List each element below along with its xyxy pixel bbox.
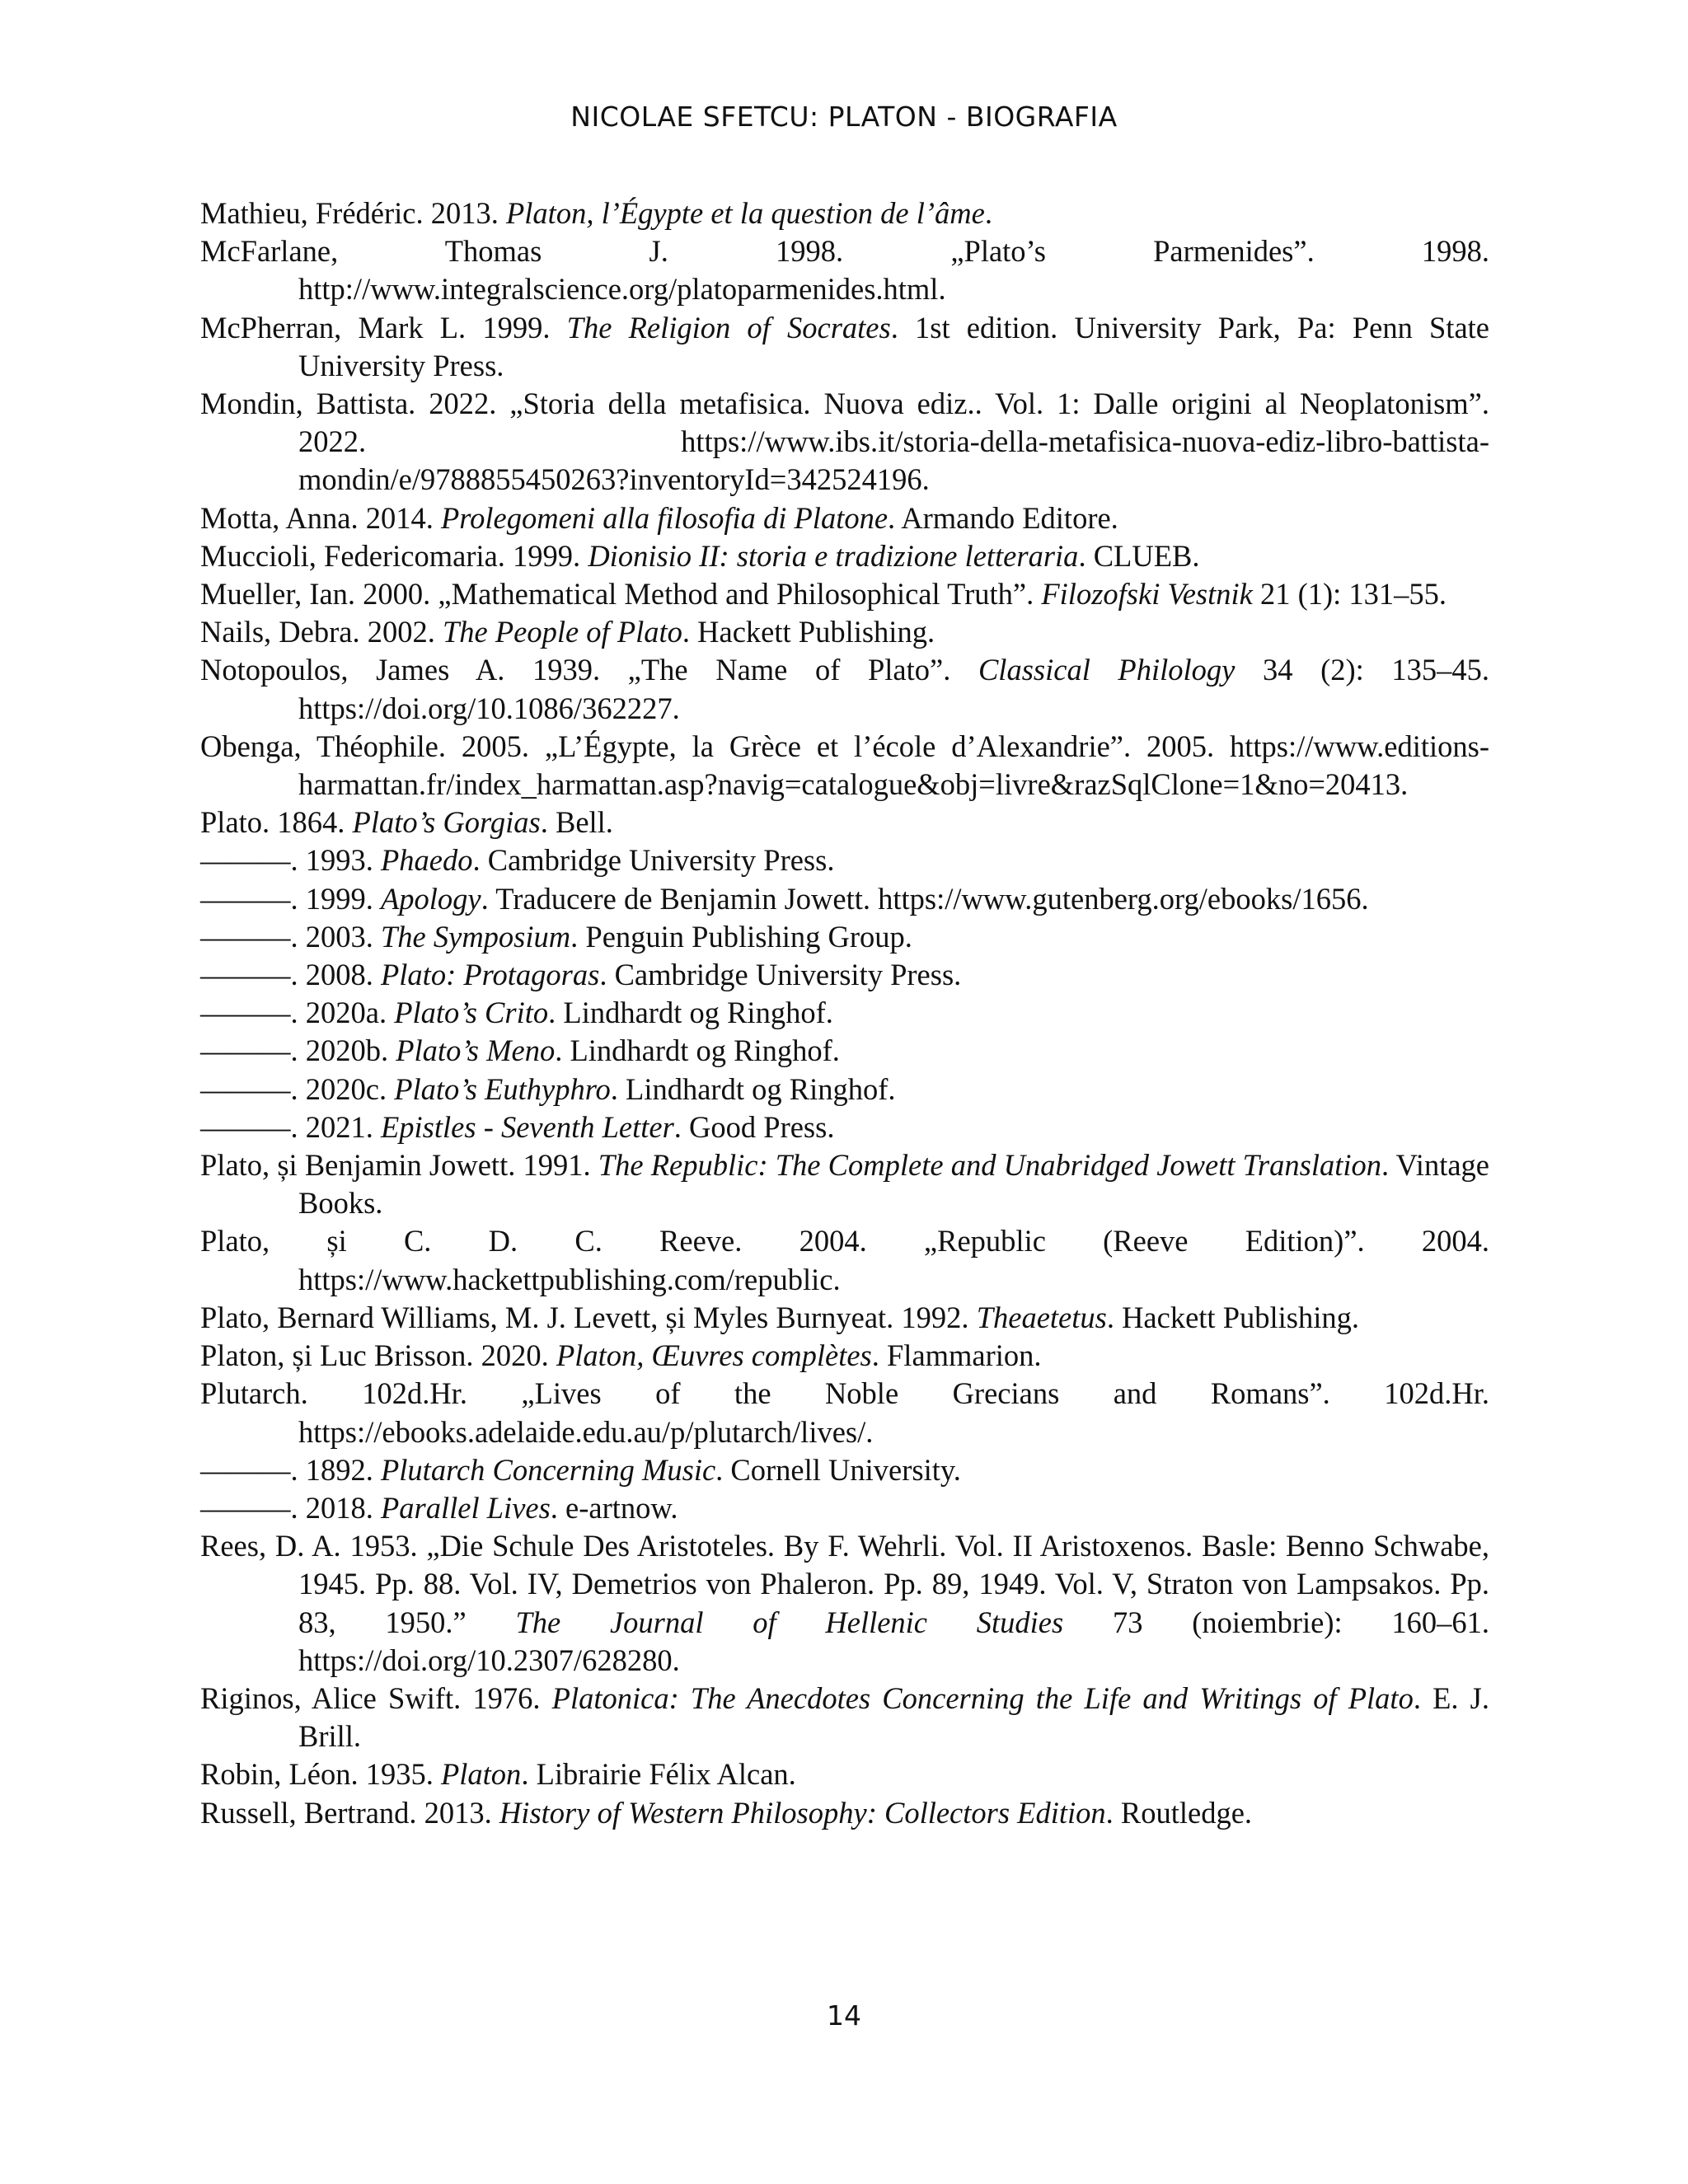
entry-text: . Cornell University. bbox=[715, 1452, 961, 1487]
bibliography-entry bbox=[200, 232, 1489, 308]
entry-text: ———. 2020a. bbox=[200, 996, 395, 1030]
entry-text: ———. 2021. bbox=[200, 1109, 381, 1144]
entry-text: Robin, Léon. 1935. bbox=[200, 1757, 441, 1792]
bibliography-entry bbox=[200, 1222, 1489, 1298]
bibliography-entry bbox=[200, 1146, 1489, 1222]
entry-text: Notopoulos, James A. 1939. „The Name of Plato”. bbox=[200, 653, 978, 687]
bibliography-entry bbox=[200, 1755, 1489, 1793]
bibliography-entry bbox=[200, 613, 1489, 651]
entry-text: Plato, Bernard Williams, M. J. Levett, și Myles Burnyeat. 1992. bbox=[200, 1300, 977, 1334]
entry-text: Motta, Anna. 2014. bbox=[200, 500, 441, 535]
entry-text: ———. 1999. bbox=[200, 881, 381, 916]
entry-text: Plato. 1864. bbox=[200, 805, 353, 840]
entry-text: Platon, și Luc Brisson. 2020. bbox=[200, 1338, 556, 1373]
bibliography-entry bbox=[200, 1032, 1489, 1070]
entry-text: . Flammarion. bbox=[871, 1338, 1042, 1373]
entry-text: . 1st edition. University Park, Pa: Penn State University Press. bbox=[298, 310, 1489, 382]
entry-title-italic: History of Western Philosophy: Collectors Edition bbox=[499, 1795, 1106, 1830]
entry-title-italic: Platon, Œuvres complètes bbox=[556, 1338, 872, 1373]
entry-text: . E. J. Brill. bbox=[298, 1680, 1489, 1754]
entry-text: 21 (1): 131–55. bbox=[1252, 577, 1447, 612]
entry-title-italic: Dionisio II: storia e tradizione letteraria bbox=[588, 538, 1079, 573]
entry-text: . Lindhardt og Ringhof. bbox=[548, 996, 833, 1030]
entry-title-italic: Plutarch Concerning Music bbox=[381, 1452, 716, 1487]
entry-title-italic: Plato’s Euthyphro bbox=[394, 1071, 611, 1106]
entry-title-italic: Parallel Lives bbox=[381, 1490, 551, 1525]
entry-text: Russell, Bertrand. 2013. bbox=[200, 1795, 499, 1830]
entry-text: . Cambridge University Press. bbox=[472, 843, 835, 878]
entry-text: ———. 2008. bbox=[200, 958, 381, 992]
bibliography-entry bbox=[200, 499, 1489, 537]
bibliography-list bbox=[200, 194, 1489, 1832]
bibliography-entry bbox=[200, 841, 1489, 879]
bibliography-entry bbox=[200, 918, 1489, 956]
bibliography-entry bbox=[200, 1527, 1489, 1680]
entry-text: 73 (noiembrie): 160–61. https://doi.org/10.2307/628280. bbox=[298, 1605, 1489, 1677]
entry-text: ———. 2003. bbox=[200, 919, 381, 954]
entry-text: . Routledge. bbox=[1105, 1795, 1253, 1830]
entry-title-italic: Apology bbox=[381, 881, 481, 916]
entry-title-italic: Filozofski Vestnik bbox=[1041, 577, 1253, 612]
entry-text: Plutarch. 102d.Hr. „Lives of the Noble Grecians and Romans”. 102d.Hr. https://ebooks.adelaide.edu.au/p/plutarch/lives/. bbox=[200, 1376, 1489, 1449]
entry-text: ———. 1993. bbox=[200, 843, 381, 878]
entry-text: . Lindhardt og Ringhof. bbox=[555, 1033, 840, 1068]
bibliography-entry bbox=[200, 1451, 1489, 1489]
entry-title-italic: The Journal of Hellenic Studies bbox=[515, 1605, 1064, 1639]
entry-title-italic: Plato: Protagoras bbox=[381, 958, 600, 992]
entry-text: ———. 2020c. bbox=[200, 1071, 395, 1106]
entry-text: . Librairie Félix Alcan. bbox=[521, 1757, 796, 1792]
entry-text: . Vintage Books. bbox=[298, 1148, 1489, 1221]
entry-text: . Lindhardt og Ringhof. bbox=[610, 1071, 896, 1106]
bibliography-entry bbox=[200, 1794, 1489, 1832]
entry-text: . Armando Editore. bbox=[888, 500, 1118, 535]
entry-text: McPherran, Mark L. 1999. bbox=[200, 310, 567, 344]
entry-text: . Cambridge University Press. bbox=[599, 958, 962, 992]
entry-text: . Hackett Publishing. bbox=[682, 615, 935, 649]
entry-text: Mueller, Ian. 2000. „Mathematical Method and Philosophical Truth”. bbox=[200, 577, 1042, 612]
entry-text: Mondin, Battista. 2022. „Storia della metafisica. Nuova ediz.. Vol. 1: Dalle origini al Neoplatonism”. 2022. https://www.ibs.it/storia-della-metafisica-nuova-ediz-libro-battista-mondin/e/9788855450263?inventoryId=342524196. bbox=[200, 387, 1489, 497]
bibliography-entry bbox=[200, 575, 1489, 613]
page-number: 14 bbox=[827, 1999, 861, 2032]
entry-title-italic: The People of Plato bbox=[442, 615, 682, 649]
bibliography-entry bbox=[200, 194, 1489, 232]
entry-text: . bbox=[984, 196, 992, 230]
entry-title-italic: The Religion of Socrates bbox=[566, 310, 891, 344]
entry-title-italic: Platonica: The Anecdotes Concerning the Life and Writings of Plato bbox=[551, 1680, 1414, 1715]
bibliography-entry bbox=[200, 385, 1489, 499]
entry-text: Muccioli, Federicomaria. 1999. bbox=[200, 538, 588, 573]
bibliography-entry bbox=[200, 804, 1489, 841]
bibliography-entry bbox=[200, 537, 1489, 575]
entry-title-italic: Theaetetus bbox=[976, 1300, 1107, 1334]
entry-title-italic: Phaedo bbox=[381, 843, 473, 878]
entry-title-italic: The Republic: The Complete and Unabridged Jowett Translation bbox=[598, 1148, 1382, 1183]
entry-text: . Hackett Publishing. bbox=[1106, 1300, 1359, 1334]
bibliography-entry bbox=[200, 880, 1489, 918]
entry-text: McFarlane, Thomas J. 1998. „Plato’s Parmenides”. 1998. http://www.integralscience.org/platoparmenides.html. bbox=[200, 234, 1489, 307]
entry-title-italic: Prolegomeni alla filosofia di Platone bbox=[440, 500, 889, 535]
entry-title-italic: Platon bbox=[440, 1757, 522, 1792]
entry-text: . e-artnow. bbox=[550, 1490, 678, 1525]
entry-text: Riginos, Alice Swift. 1976. bbox=[200, 1680, 552, 1715]
entry-text: Mathieu, Frédéric. 2013. bbox=[200, 196, 506, 230]
bibliography-entry bbox=[200, 1071, 1489, 1108]
entry-text: . Good Press. bbox=[673, 1109, 835, 1144]
bibliography-entry bbox=[200, 994, 1489, 1032]
entry-text: ———. 1892. bbox=[200, 1452, 381, 1487]
entry-title-italic: The Symposium bbox=[381, 919, 571, 954]
bibliography-entry bbox=[200, 1337, 1489, 1375]
entry-text: Plato, și C. D. C. Reeve. 2004. „Republic (Reeve Edition)”. 2004. https://www.hackettpublishing.com/republic. bbox=[200, 1224, 1489, 1296]
entry-text: Nails, Debra. 2002. bbox=[200, 615, 443, 649]
entry-text: Obenga, Théophile. 2005. „L’Égypte, la Grèce et l’école d’Alexandrie”. 2005. https://www.editions-harmattan.fr/index_harmattan.asp?navig=catalogue&obj=livre&razSqlClone=1&no=20413. bbox=[200, 729, 1489, 802]
entry-title-italic: Platon, l’Égypte et la question de l’âme bbox=[506, 196, 985, 230]
entry-text: ———. 2018. bbox=[200, 1490, 381, 1525]
entry-text: Plato, și Benjamin Jowett. 1991. bbox=[200, 1148, 598, 1183]
bibliography-entry bbox=[200, 728, 1489, 804]
entry-text: . CLUEB. bbox=[1078, 538, 1200, 573]
entry-title-italic: Epistles - Seventh Letter bbox=[381, 1109, 674, 1144]
entry-text: . Traducere de Benjamin Jowett. https://www.gutenberg.org/ebooks/1656. bbox=[481, 881, 1369, 916]
entry-text: . Penguin Publishing Group. bbox=[570, 919, 912, 954]
bibliography-entry bbox=[200, 956, 1489, 994]
entry-title-italic: Plato’s Meno bbox=[396, 1033, 556, 1068]
entry-title-italic: Plato’s Gorgias bbox=[352, 805, 541, 840]
entry-text: ———. 2020b. bbox=[200, 1033, 396, 1068]
entry-title-italic: Classical Philology bbox=[978, 653, 1236, 687]
bibliography-entry bbox=[200, 1108, 1489, 1146]
bibliography-entry bbox=[200, 1680, 1489, 1755]
entry-text: . Bell. bbox=[540, 805, 613, 840]
entry-text: 34 (2): 135–45. https://doi.org/10.1086/362227. bbox=[298, 653, 1489, 725]
running-header: NICOLAE SFETCU: PLATON - BIOGRAFIA bbox=[570, 101, 1118, 133]
bibliography-entry bbox=[200, 309, 1489, 385]
bibliography-entry bbox=[200, 1375, 1489, 1451]
bibliography-entry bbox=[200, 651, 1489, 727]
bibliography-entry bbox=[200, 1299, 1489, 1337]
bibliography-entry bbox=[200, 1489, 1489, 1527]
entry-title-italic: Plato’s Crito bbox=[394, 996, 549, 1030]
entry-text: Rees, D. A. 1953. „Die Schule Des Aristoteles. By F. Wehrli. Vol. II Aristoxenos. Basle: Benno Schwabe, 1945. Pp. 88. Vol. IV, Demetrios von Phaleron. Pp. 89, 1949. Vol. V, Straton von Lampsakos. Pp. 83, 1950.” bbox=[200, 1529, 1489, 1639]
